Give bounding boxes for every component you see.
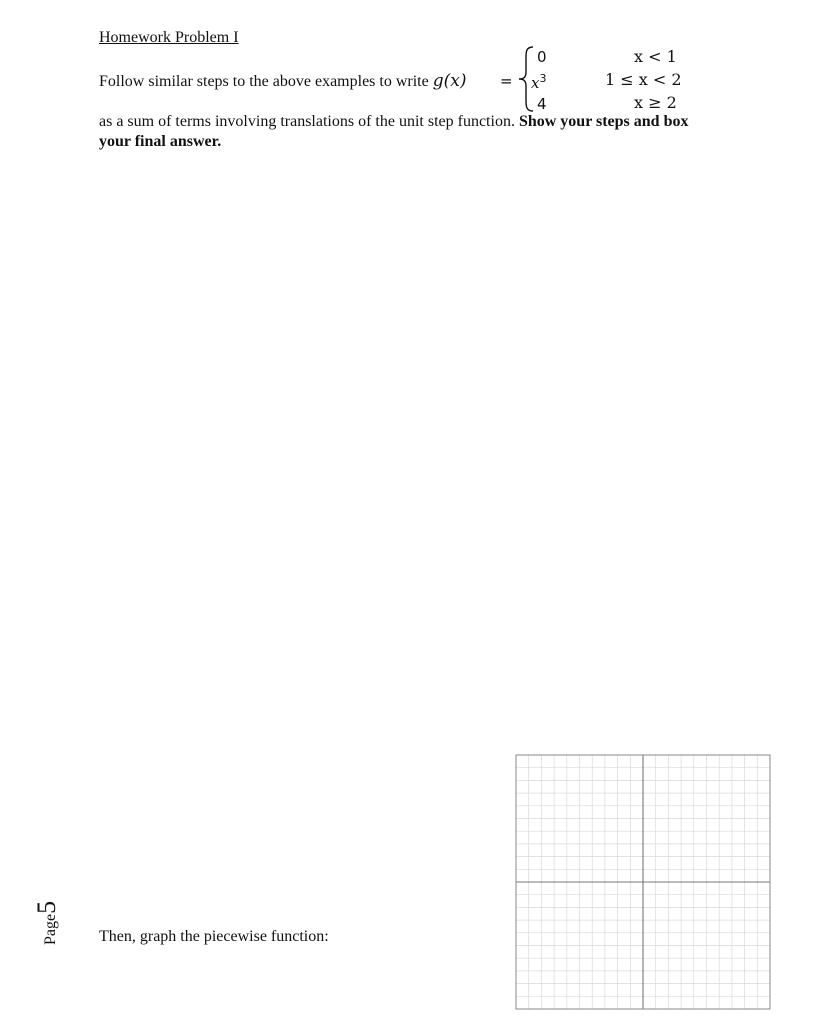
- problem-instructions: [99, 112, 714, 152]
- piecewise-case-3-condition: x ≥ 2: [634, 93, 677, 112]
- graph-grid-area[interactable]: [515, 754, 771, 1010]
- case-2-base: x: [531, 74, 540, 92]
- coordinate-grid[interactable]: [515, 754, 771, 1010]
- page-number-label: [20, 885, 70, 945]
- piecewise-case-2-value: [531, 70, 546, 92]
- problem-intro-line: [99, 71, 466, 92]
- intro-prefix: Follow similar steps to the above examples to write: [99, 73, 433, 90]
- case-2-exponent: 3: [539, 72, 547, 85]
- piecewise-case-2-condition: 1 ≤ x < 2: [605, 70, 682, 89]
- function-name: g(x): [432, 71, 467, 91]
- page-number: 5: [32, 900, 61, 914]
- equals-sign: =: [500, 72, 513, 90]
- instructions-bold: Show your steps and box your final answer.: [99, 113, 689, 150]
- graph-prompt: Then, graph the piecewise function:: [99, 928, 329, 945]
- piecewise-case-3-value: 4: [537, 95, 547, 113]
- piecewise-case-1-condition: x < 1: [634, 47, 677, 66]
- instructions-plain: as a sum of terms involving translations of the unit step function.: [99, 113, 519, 130]
- piecewise-case-1-value: 0: [537, 48, 547, 66]
- homework-heading: Homework Problem I: [99, 29, 239, 46]
- page-word: Page: [42, 913, 59, 945]
